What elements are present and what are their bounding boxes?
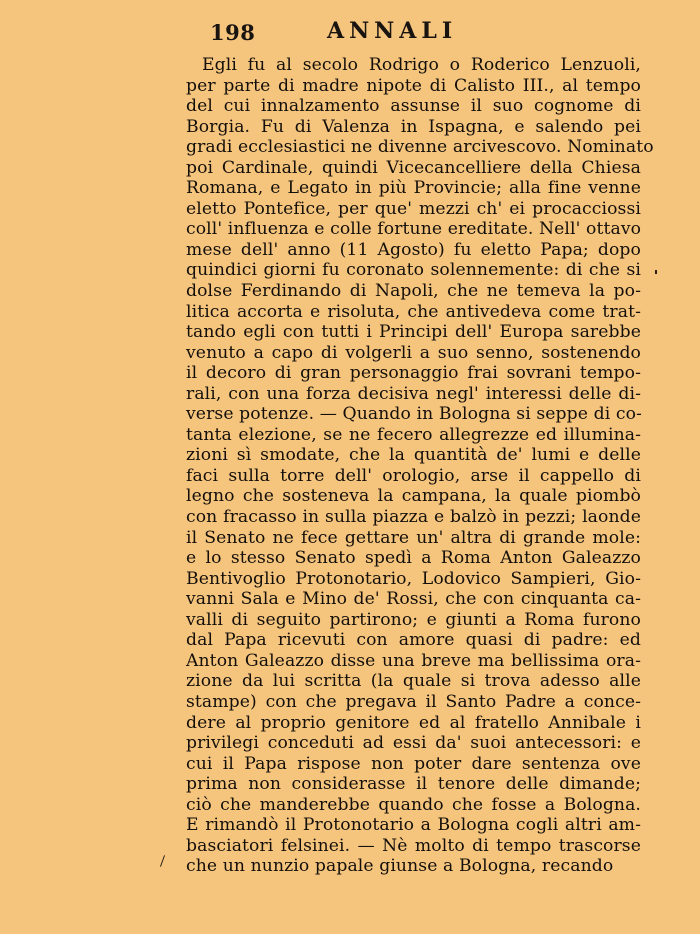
text-line: con fracasso in sulla piazza e balzò in pezzi; laonde — [186, 507, 641, 528]
text-line: coll' influenza e colle fortune ereditate. Nell' ottavo — [186, 219, 642, 240]
text-line: Bentivoglio Protonotario, Lodovico Sampieri, Gio- — [186, 568, 641, 589]
body-text — [186, 55, 654, 877]
text-line: dere al proprio genitore ed al fratello Annibale i — [186, 712, 641, 733]
text-line: tando egli con tutti i Principi dell' Europa sarebbe — [186, 322, 641, 343]
text-line: prima non considerasse il tenore delle dimande; — [186, 774, 641, 795]
text-line: vanni Sala e Mino de' Rossi, che con cinquanta ca- — [186, 589, 641, 610]
text-line: ciò che manderebbe quando che fosse a Bologna. — [186, 794, 641, 815]
running-title: ANNALI — [327, 18, 458, 44]
text-line: eletto Pontefice, per que' mezzi ch' ei procacciossi — [186, 198, 641, 219]
text-line: venuto a capo di volgerli a suo senno, sostenendo — [186, 342, 641, 363]
text-line: stampe) con che pregava il Santo Padre a conce- — [186, 691, 641, 712]
text-line: quindici giorni fu coronato solennemente: di che si — [186, 260, 641, 281]
text-line: dal Papa ricevuti con amore quasi di padre: ed — [186, 630, 641, 651]
text-line: il Senato ne fece gettare un' altra di grande mole: — [186, 527, 641, 548]
text-line: Romana, e Legato in più Provincie; alla fine venne — [186, 178, 641, 199]
text-line: il decoro di gran personaggio frai sovrani tempo- — [186, 363, 641, 384]
text-line: mese dell' anno (11 Agosto) fu eletto Papa; dopo — [186, 239, 641, 260]
text-line: cui il Papa rispose non poter dare sentenza ove — [186, 753, 641, 774]
text-line: tanta elezione, se ne fecero allegrezze ed illumina- — [186, 424, 641, 445]
text-line: legno che sosteneva la campana, la quale piombò — [186, 486, 641, 507]
text-line: poi Cardinale, quindi Vicecancelliere della Chiesa — [186, 157, 641, 178]
text-line: basciatori felsinei. — Nè molto di tempo trascorse — [186, 835, 641, 856]
text-line: verse potenze. — Quando in Bologna si seppe di co- — [186, 404, 642, 425]
margin-tick — [160, 855, 165, 867]
text-line: Anton Galeazzo disse una breve ma bellissima ora- — [186, 650, 641, 671]
text-line: del cui innalzamento assunse il suo cognome di — [186, 96, 641, 117]
text-line: dolse Ferdinando di Napoli, che ne temeva la po- — [186, 281, 641, 302]
text-line: faci sulla torre dell' orologio, arse il cappello di — [186, 465, 641, 486]
text-line: valli di seguito partirono; e giunti a Roma furono — [186, 609, 641, 630]
text-line: e lo stesso Senato spedì a Roma Anton Galeazzo — [186, 548, 641, 569]
text-line: rali, con una forza decisiva negl' interessi delle di- — [186, 383, 641, 404]
text-line: E rimandò il Protonotario a Bologna cogli altri am- — [186, 815, 641, 836]
text-line: zioni sì smodate, che la quantità de' lumi e delle — [186, 445, 641, 466]
page-number: 198 — [210, 20, 256, 45]
page-header — [185, 18, 665, 48]
text-line: che un nunzio papale giunse a Bologna, recando — [186, 856, 614, 877]
text-line: per parte di madre nipote di Calisto III., al tempo — [186, 75, 641, 96]
text-line: Borgia. Fu di Valenza in Ispagna, e salendo pei — [186, 116, 641, 137]
text-line: privilegi conceduti ad essi da' suoi antecessori: e — [186, 733, 641, 754]
text-line: Egli fu al secolo Rodrigo o Roderico Lenzuoli, — [202, 55, 641, 75]
text-line: gradi ecclesiastici ne divenne arcivescovo. Nominato — [186, 137, 654, 158]
text-line: zione da lui scritta (la quale si trova adesso alle — [186, 671, 641, 692]
margin-tick — [655, 270, 657, 274]
text-line: litica accorta e risoluta, che antivedeva come trat- — [186, 301, 641, 322]
